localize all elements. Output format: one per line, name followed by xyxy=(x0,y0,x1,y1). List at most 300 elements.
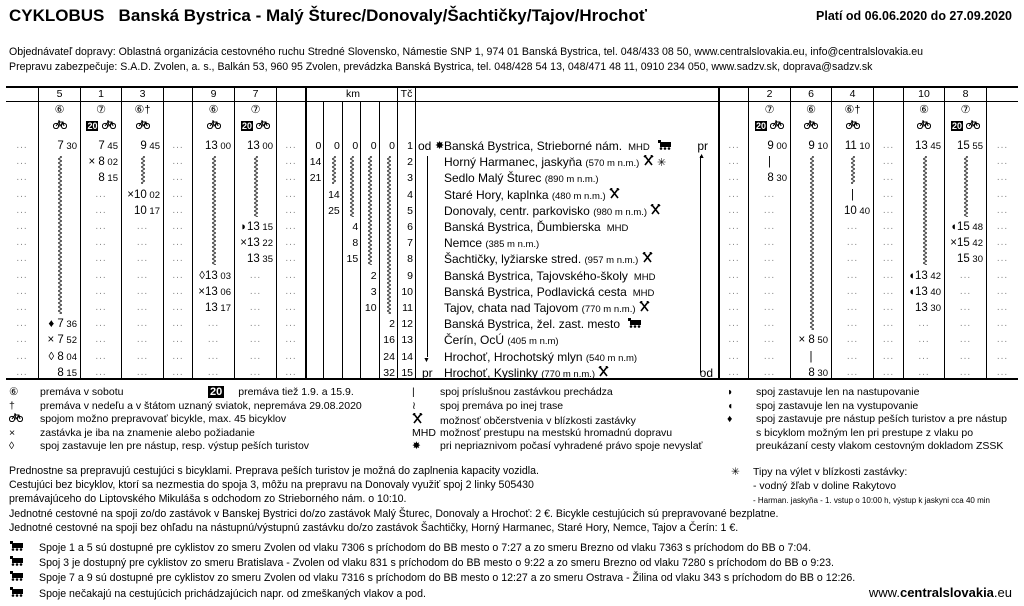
legend-symbol: ◗ xyxy=(727,386,734,398)
departure-time: ♦ 7 36 xyxy=(48,318,77,331)
dots-cell: ... xyxy=(763,269,776,281)
dots-cell: ... xyxy=(918,366,930,378)
days-symbol: ⑥ xyxy=(54,104,65,116)
other-route-line xyxy=(809,156,815,335)
legend-item xyxy=(9,400,362,412)
stop-number: 4 xyxy=(407,188,413,201)
passes-through-marker: | xyxy=(851,188,854,201)
legend-item xyxy=(727,427,973,439)
departure-time: ×15 42 xyxy=(950,237,983,250)
stop-number: 1 xyxy=(407,140,413,152)
dots-cell: ... xyxy=(16,237,28,249)
dots-cell: ... xyxy=(285,318,297,330)
dots-cell: ... xyxy=(207,318,220,330)
stop-row xyxy=(444,316,643,332)
dots-cell: ... xyxy=(285,156,297,168)
dots-cell: ... xyxy=(16,221,28,232)
dots-cell: ... xyxy=(16,188,28,200)
mhd-label: MHD xyxy=(606,223,629,234)
departure-time: 7 30 xyxy=(57,140,77,152)
departure-time: 8 30 xyxy=(808,366,828,379)
legend-symbol: † xyxy=(9,399,15,412)
departure-time: 9 45 xyxy=(140,140,160,152)
dots-cell: ... xyxy=(763,253,776,265)
departure-time: ◗13 15 xyxy=(240,221,273,233)
dots-cell: ... xyxy=(16,318,28,330)
legend-text: pri nepriaznivom počasí vyhradené právo spoje nevyslať xyxy=(440,440,703,452)
dots-cell: ... xyxy=(136,350,149,362)
dots-cell: ... xyxy=(285,366,297,378)
trip-column-6 xyxy=(790,88,831,378)
km-value: 32 xyxy=(383,366,395,379)
dots-cell: ... xyxy=(95,334,107,346)
arrival-label-right: pr xyxy=(697,139,708,153)
badge-20: 20 xyxy=(951,121,962,131)
km-value: 14 xyxy=(309,156,322,169)
stop-name: Banská Bystrica, Podlavická cesta xyxy=(444,284,627,299)
stop-row xyxy=(444,284,654,300)
dots-cell: ... xyxy=(285,253,297,265)
dots-cell: ... xyxy=(249,285,262,297)
dots-cell: ... xyxy=(882,366,895,378)
dots-cell: ... xyxy=(95,253,107,265)
km-value: 0 xyxy=(333,140,340,152)
dots-column xyxy=(718,88,748,378)
km-column-3 xyxy=(342,101,360,378)
legend-item xyxy=(727,440,1003,452)
stop-number: 6 xyxy=(407,221,413,233)
column-header: 3 xyxy=(139,88,146,100)
other-route-line xyxy=(850,156,856,189)
departure-time: 9 10 xyxy=(808,140,828,152)
train-icon xyxy=(9,541,39,554)
dots-column xyxy=(986,88,1018,378)
dots-cell: ... xyxy=(172,140,184,151)
down-arrow-icon xyxy=(427,156,428,356)
days-symbol: ⑦ xyxy=(250,104,261,116)
stop-name: Tajov, chata nad Tajovom xyxy=(444,301,579,315)
stop-row xyxy=(444,138,673,154)
dots-column xyxy=(6,88,38,378)
legend-symbol: ⑥ xyxy=(9,386,19,398)
column-header xyxy=(987,88,1018,101)
mhd-label: MHD xyxy=(633,271,656,283)
mhd-label: MHD xyxy=(632,287,655,299)
column-header: 6 xyxy=(808,88,814,100)
legend-item xyxy=(9,427,255,439)
refreshment-icon xyxy=(598,366,609,380)
stop-number: 10 xyxy=(401,285,413,298)
dots-column xyxy=(276,88,305,378)
stop-names-column xyxy=(415,88,716,378)
stop-name: Sedlo Malý Šturec xyxy=(444,171,542,186)
stop-name: Donovaly, centr. parkovisko xyxy=(444,203,590,218)
mhd-label: MHD xyxy=(628,142,650,153)
stop-number: 9 xyxy=(407,269,413,282)
weather-icon: ✸ xyxy=(435,140,445,152)
column-header xyxy=(164,88,192,101)
stop-row xyxy=(444,300,650,316)
dots-cell: ... xyxy=(846,302,859,313)
legend-text: možnosť občerstvenia v blízkosti zastávky xyxy=(440,415,636,427)
legend-item xyxy=(9,386,123,398)
altitude: (570 m n.m.) xyxy=(585,158,640,170)
dots-cell: ... xyxy=(959,334,972,346)
departure-time: 8 15 xyxy=(98,172,118,185)
dots-cell: ... xyxy=(285,237,297,249)
legend-symbol: ♦ xyxy=(727,413,733,425)
days-symbol: ⑥† xyxy=(134,104,151,116)
column-header: 1 xyxy=(98,88,104,100)
dots-cell: ... xyxy=(728,237,740,249)
departure-time: 11 10 xyxy=(844,140,870,152)
dots-cell: ... xyxy=(728,172,740,184)
stop-number-column xyxy=(397,88,415,378)
operator-info: Prepravu zabezpečuje: S.A.D. Zvolen, a. s., Balkán 53, 960 95 Zvolen, prevádzka Banská Bystrica, tel. 048/428 54 13, 048/471 48 11, 0910 234 050, www.sadzv.sk, doprava@sadzv.sk xyxy=(9,61,873,73)
stop-row xyxy=(444,332,559,348)
dots-cell: ... xyxy=(846,237,859,249)
dots-cell: ... xyxy=(728,204,740,216)
stop-row xyxy=(444,154,666,170)
dots-cell: ... xyxy=(16,302,28,313)
dots-cell: ... xyxy=(996,221,1009,232)
bike-icon xyxy=(39,120,80,133)
departure-time: ◊13 03 xyxy=(199,269,231,282)
dots-cell: ... xyxy=(172,172,184,184)
dots-cell: ... xyxy=(763,221,776,232)
stop-row xyxy=(444,187,620,203)
dots-cell: ... xyxy=(172,204,184,216)
dots-cell: ... xyxy=(996,350,1009,362)
legend-item xyxy=(412,427,672,439)
dots-cell: ... xyxy=(16,366,28,378)
legend-symbol: ◊ xyxy=(9,440,15,452)
validity-period: Platí od 06.06.2020 do 27.09.2020 xyxy=(816,9,1012,23)
legend-text: zastávka je iba na znamenie alebo požiadanie xyxy=(40,426,255,439)
departure-time: 13 17 xyxy=(204,302,231,314)
dots-cell: ... xyxy=(285,334,297,346)
km-value: 25 xyxy=(328,204,340,217)
dots-cell: ... xyxy=(846,334,859,346)
dots-cell: ... xyxy=(136,253,149,265)
dots-cell: ... xyxy=(728,140,740,151)
other-route-line xyxy=(331,156,337,189)
stop-number: 12 xyxy=(401,318,413,331)
column-header: Tč xyxy=(400,88,413,100)
up-arrow-icon xyxy=(700,156,701,373)
column-header xyxy=(874,88,903,101)
legend-item xyxy=(412,413,636,427)
km-value: 21 xyxy=(309,172,322,185)
dots-cell: ... xyxy=(16,350,28,362)
dots-cell: ... xyxy=(728,269,740,281)
legend-item xyxy=(9,413,286,425)
dots-cell: ... xyxy=(882,318,895,330)
dots-cell: ... xyxy=(172,237,184,249)
column-header xyxy=(6,88,38,101)
badge-20: 20 xyxy=(755,121,766,131)
bike-icon xyxy=(904,120,944,133)
dots-cell: ... xyxy=(136,366,149,378)
legend-item xyxy=(412,400,563,412)
trip-column-2 xyxy=(748,88,790,378)
legend-item xyxy=(727,400,918,412)
stop-row xyxy=(444,235,539,251)
dots-cell: ... xyxy=(16,253,28,265)
dots-cell: ... xyxy=(16,204,28,216)
days-symbol: ⑦ xyxy=(96,104,106,116)
dots-cell: ... xyxy=(16,140,28,151)
dots-cell: ... xyxy=(16,172,28,184)
dots-cell: ... xyxy=(249,350,262,362)
dots-cell: ... xyxy=(882,302,895,313)
dots-cell: ... xyxy=(882,237,895,249)
badge-20: 20 xyxy=(210,386,223,398)
km-value: 16 xyxy=(383,334,395,347)
dots-cell: ... xyxy=(285,269,297,281)
dots-cell: ... xyxy=(728,366,740,378)
dots-cell: ... xyxy=(95,204,107,216)
legend-symbol: ✸ xyxy=(412,440,421,452)
departure-time: 8 30 xyxy=(767,172,787,185)
bike-icon xyxy=(122,120,163,133)
departure-time: 13 00 xyxy=(246,140,273,152)
stop-name: Staré Hory, kaplnka xyxy=(444,187,549,202)
trip-column-7 xyxy=(234,88,276,378)
other-route-line xyxy=(386,156,392,319)
stop-name: Nemce xyxy=(444,236,483,251)
dots-cell: ... xyxy=(207,366,220,378)
column-header: 7 xyxy=(252,88,259,100)
dots-cell: ... xyxy=(95,269,107,281)
days-symbol: ⑥ xyxy=(919,104,929,116)
departure-time: 9 00 xyxy=(767,140,787,152)
tip-line-2: - Harman. jaskyňa - 1. vstup o 10:00 h, výstup k jaskyni cca 40 min xyxy=(753,496,990,505)
dots-cell: ... xyxy=(882,188,895,200)
legend-text: spoj premáva po inej trase xyxy=(440,399,564,412)
footer-url[interactable]: www.centralslovakia.eu xyxy=(868,585,1012,600)
refreshment-icon xyxy=(643,155,654,169)
km-column-4 xyxy=(360,101,378,378)
dots-cell: ... xyxy=(996,237,1009,249)
dots-cell: ... xyxy=(882,269,895,281)
stop-name: Čerín, OcÚ xyxy=(444,333,505,348)
dots-cell: ... xyxy=(996,318,1009,330)
km-value: 0 xyxy=(389,140,395,152)
legend-symbol: × xyxy=(9,426,16,439)
dots-cell: ... xyxy=(763,285,776,297)
bike-icon xyxy=(791,120,831,133)
stop-number: 13 xyxy=(401,334,413,347)
departure-time: 15 55 xyxy=(956,140,983,152)
stop-name: Hrochoť, Hrochotský mlyn xyxy=(444,349,583,364)
other-route-line xyxy=(57,156,63,319)
dots-cell: ... xyxy=(172,302,184,313)
train-icon xyxy=(9,556,39,569)
dots-cell: ... xyxy=(728,156,740,168)
km-value: 15 xyxy=(346,253,359,266)
dots-cell: ... xyxy=(959,285,972,297)
departure-label-right: od xyxy=(699,365,713,380)
days-symbol: ⑦ xyxy=(960,104,971,116)
train-icon xyxy=(9,587,39,600)
dots-cell: ... xyxy=(763,204,776,216)
dots-cell: ... xyxy=(172,285,184,297)
column-header: 2 xyxy=(766,88,773,100)
days-symbol: ⑥ xyxy=(208,104,219,116)
dots-cell: ... xyxy=(996,253,1009,265)
legend-item xyxy=(727,386,919,398)
km-value: 3 xyxy=(370,285,377,298)
stop-number: 5 xyxy=(407,204,413,217)
other-route-line xyxy=(349,156,355,222)
dots-cell: ... xyxy=(959,318,972,330)
stop-name: Horný Harmanec, jaskyňa xyxy=(444,155,583,170)
dots-cell: ... xyxy=(996,334,1009,346)
dots-cell: ... xyxy=(846,285,859,297)
bike-icon xyxy=(193,120,234,133)
timetable xyxy=(6,86,1018,380)
stop-name: Šachtičky, lyžiarske stred. xyxy=(444,252,582,267)
stop-row xyxy=(444,251,653,267)
dots-cell: ... xyxy=(996,156,1009,168)
trip-column-1 xyxy=(80,88,121,378)
dots-cell: ... xyxy=(996,140,1009,151)
note-line: Jednotné cestovné na spoji bez ohľadu na nástupnú/výstupnú zastávku do/zo zastávok Šachtičky, Horný Harmanec, Staré Hory, Nemce, Tajov a Čerín: 1 €. xyxy=(9,521,739,534)
bike-icon xyxy=(832,120,873,133)
arrow-head: ▼ xyxy=(423,356,430,364)
page-title: CYKLOBUS Banská Bystrica - Malý Šturec/Donovaly/Šachtičky/Tajov/Hrochoť xyxy=(9,6,647,25)
altitude: (480 m n.m.) xyxy=(551,190,606,202)
legend-symbol: MHD xyxy=(412,426,436,439)
departure-time: × 8 02 xyxy=(88,156,118,169)
departure-time: 13 30 xyxy=(914,302,941,314)
departure-time: 15 30 xyxy=(956,253,983,266)
stop-name: Banská Bystrica, Strieborné nám. xyxy=(444,139,623,153)
km-value: 10 xyxy=(364,302,377,314)
departure-time: ◖15 48 xyxy=(950,221,983,233)
refreshment-icon xyxy=(650,204,661,218)
trip-column-9 xyxy=(192,88,234,378)
dots-cell: ... xyxy=(172,253,184,265)
dots-cell: ... xyxy=(136,237,149,249)
stop-number: 3 xyxy=(407,172,413,185)
dots-cell: ... xyxy=(207,334,220,346)
dots-cell: ... xyxy=(285,140,297,151)
dots-cell: ... xyxy=(882,172,895,184)
dots-cell: ... xyxy=(846,318,859,330)
dots-cell: ... xyxy=(172,188,184,200)
trip-column-3 xyxy=(121,88,163,378)
departure-time: × 8 50 xyxy=(798,334,828,347)
dots-cell: ... xyxy=(846,269,859,281)
legend-text: spoj zastavuje len pre nástup, resp. výstup peších turistov xyxy=(40,440,310,452)
departure-time: ◊ 8 04 xyxy=(48,350,77,363)
stop-row xyxy=(444,349,637,365)
dots-cell: ... xyxy=(136,221,149,232)
tip-icon: ✳ xyxy=(731,466,740,478)
badge-20: 20 xyxy=(241,121,252,131)
legend-item xyxy=(412,440,703,452)
km-value: 2 xyxy=(370,269,377,282)
tip-icon: ✳ xyxy=(656,157,667,170)
dots-cell: ... xyxy=(996,172,1009,184)
dots-cell: ... xyxy=(996,269,1009,281)
dots-cell: ... xyxy=(285,172,297,184)
other-route-line xyxy=(367,156,373,270)
dots-cell: ... xyxy=(846,221,859,232)
note-line: Cestujúci bez bicyklov, ktorí sa nezmestia do spoja 3, môžu na prepravu na Donovaly využiť spoj 2 linky 505430 xyxy=(9,479,534,492)
orderer-info: Objednávateľ dopravy: Oblastná organizácia cestovného ruchu Stredné Slovensko, Námestie SNP 1, 974 01 Banská Bystrica, tel. 048/433 08 50, www.centralslovakia.eu, info@centralslovakia.eu xyxy=(9,46,924,58)
dots-cell: ... xyxy=(728,285,740,297)
train-connection-note: Spoje 7 a 9 sú dostupné pre cyklistov zo smeru Zvolen od vlaku 7316 s príchodom do BB mesto o 12:27 a zo smeru Ostrava - Žilina od vlaku 343 s príchodom do BB o 12:26. xyxy=(9,571,855,584)
train-icon xyxy=(627,317,643,331)
dots-cell: ... xyxy=(918,350,930,362)
dots-cell: ... xyxy=(846,366,859,378)
km-value: 0 xyxy=(315,140,322,152)
dots-cell: ... xyxy=(846,350,859,362)
dots-cell: ... xyxy=(728,334,740,346)
dots-cell: ... xyxy=(996,188,1009,200)
dots-cell: ... xyxy=(882,140,895,151)
dots-column xyxy=(873,88,903,378)
dots-cell: ... xyxy=(95,366,107,378)
stop-row xyxy=(444,203,661,219)
dots-cell: ... xyxy=(172,318,184,330)
dots-cell: ... xyxy=(763,302,776,313)
altitude: (540 m n.m) xyxy=(585,352,638,364)
arrow-head: ▲ xyxy=(698,153,705,161)
dots-cell: ... xyxy=(959,366,972,378)
dots-cell: ... xyxy=(882,334,895,346)
dots-cell: ... xyxy=(95,221,107,232)
passes-through-marker: | xyxy=(768,156,771,169)
dots-cell: ... xyxy=(172,269,184,281)
dots-cell: ... xyxy=(996,204,1009,216)
km-column-1 xyxy=(305,88,323,378)
dots-cell: ... xyxy=(95,188,107,200)
dots-cell: ... xyxy=(996,366,1009,378)
dots-cell: ... xyxy=(285,188,297,200)
dots-cell: ... xyxy=(95,285,107,297)
stop-row xyxy=(444,219,628,235)
legend-text: možnosť prestupu na mestskú hromadnú dopravu xyxy=(440,426,673,439)
departure-time: 13 35 xyxy=(246,253,273,266)
departure-time: 10 17 xyxy=(133,204,160,217)
refreshment-icon xyxy=(609,188,620,202)
dots-cell: ... xyxy=(136,334,149,346)
other-route-line xyxy=(140,156,146,189)
altitude: (957 m n.m.) xyxy=(584,255,639,267)
dots-cell: ... xyxy=(882,285,895,297)
dots-cell: ... xyxy=(846,253,859,265)
departure-time: 7 45 xyxy=(98,140,118,152)
other-route-line xyxy=(963,156,969,222)
stop-name: Banská Bystrica, Ďumbierska xyxy=(444,220,601,234)
dots-cell: ... xyxy=(249,334,262,346)
departure-time: ×13 22 xyxy=(240,237,273,250)
legend-item xyxy=(208,386,354,398)
stop-number: 15 xyxy=(401,366,413,379)
legend-symbol xyxy=(9,413,40,425)
legend-item xyxy=(412,386,613,398)
trip-column-5 xyxy=(38,88,80,378)
departure-time: 10 40 xyxy=(843,204,870,217)
dots-cell: ... xyxy=(763,334,776,346)
dots-cell: ... xyxy=(16,285,28,297)
legend-text: premáva v sobotu xyxy=(40,386,124,398)
tip-line-1: - vodný žľab v doline Rakytovo xyxy=(753,480,897,492)
